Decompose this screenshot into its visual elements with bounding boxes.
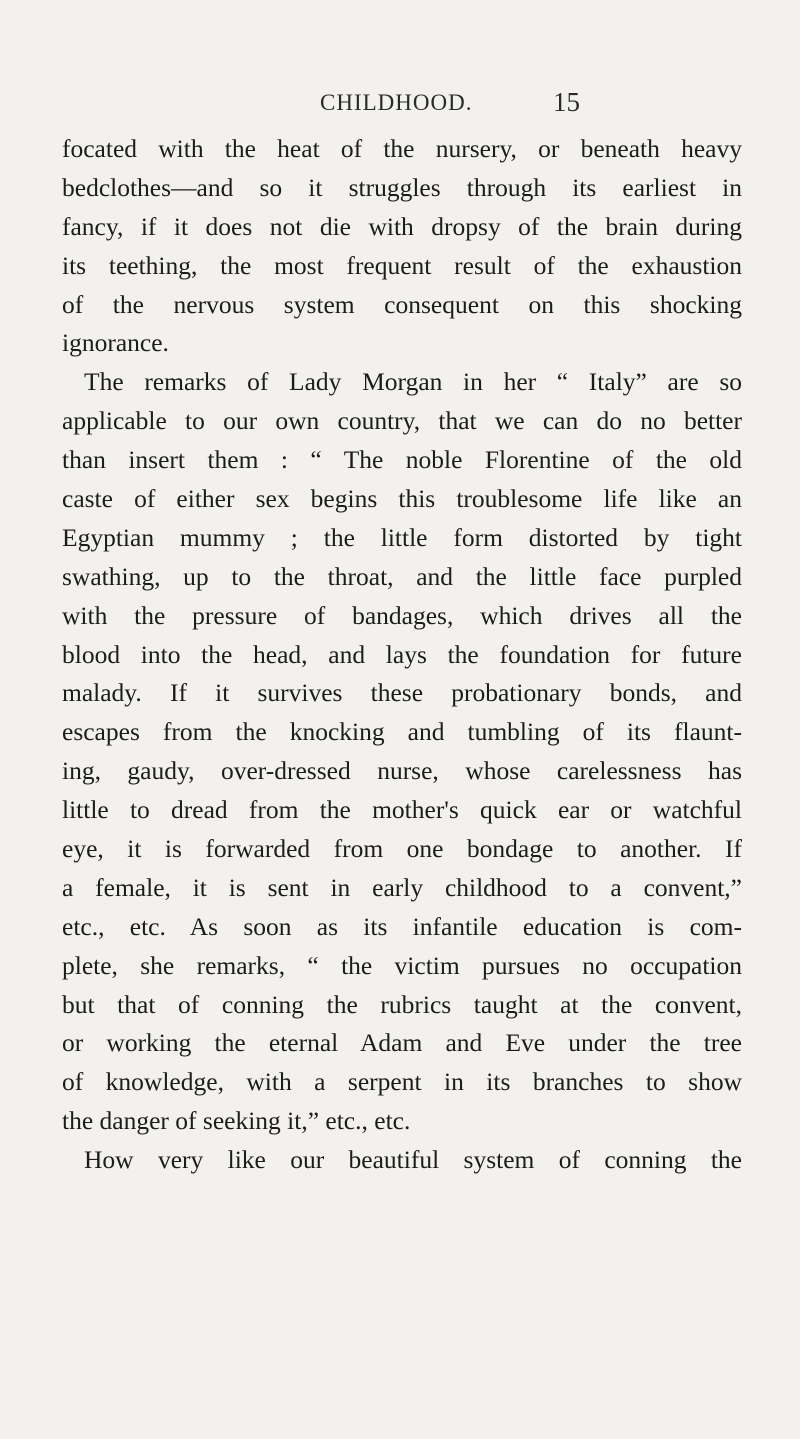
text-line: eye, it is forwarded from one bondage to another. If: [62, 834, 742, 864]
text-line: etc., etc. As soon as its infantile education is com-: [62, 911, 742, 941]
running-title: CHILDHOOD.: [320, 90, 473, 115]
text-line: little to dread from the mother's quick ear or watchful: [62, 795, 742, 825]
body-text: [62, 130, 742, 1180]
text-line: but that of conning the rubrics taught at the convent,: [62, 989, 742, 1019]
text-line: escapes from the knocking and tumbling of its flaunt-: [62, 717, 742, 747]
text-line: a female, it is sent in early childhood to a convent,”: [62, 872, 742, 902]
paragraph-start-line: How very like our beautiful system of conning the: [84, 1145, 742, 1175]
text-line: the danger of seeking it,” etc., etc.: [62, 1106, 411, 1136]
text-line: of knowledge, with a serpent in its branches to show: [62, 1067, 742, 1097]
text-line: Egyptian mummy ; the little form distorted by tight: [62, 522, 742, 552]
paragraph-start-line: The remarks of Lady Morgan in her “ Italy” are so: [84, 367, 742, 397]
text-line: applicable to our own country, that we can do no better: [62, 406, 742, 436]
text-line: or working the eternal Adam and Eve under the tree: [62, 1028, 742, 1058]
text-line: caste of either sex begins this troublesome life like an: [62, 484, 742, 514]
running-head: [0, 87, 800, 130]
text-line: its teething, the most frequent result of the exhaustion: [62, 250, 742, 280]
text-line: fancy, if it does not die with dropsy of the brain during: [62, 211, 742, 241]
text-line: malady. If it survives these probationary bonds, and: [62, 678, 742, 708]
text-line: focated with the heat of the nursery, or beneath heavy: [62, 134, 742, 163]
text-line: of the nervous system consequent on this shocking: [62, 289, 742, 319]
page-number: 15: [553, 87, 580, 117]
text-line: swathing, up to the throat, and the little face purpled: [62, 561, 742, 591]
text-line: than insert them : “ The noble Florentine of the old: [62, 445, 742, 475]
text-line: ing, gaudy, over-dressed nurse, whose carelessness has: [62, 756, 742, 786]
text-line: ignorance.: [62, 328, 169, 358]
text-line: plete, she remarks, “ the victim pursues no occupation: [62, 950, 742, 980]
text-line: blood into the head, and lays the foundation for future: [62, 639, 742, 669]
text-line: bedclothes—and so it struggles through its earliest in: [62, 172, 742, 202]
text-line: with the pressure of bandages, which drives all the: [62, 600, 742, 630]
